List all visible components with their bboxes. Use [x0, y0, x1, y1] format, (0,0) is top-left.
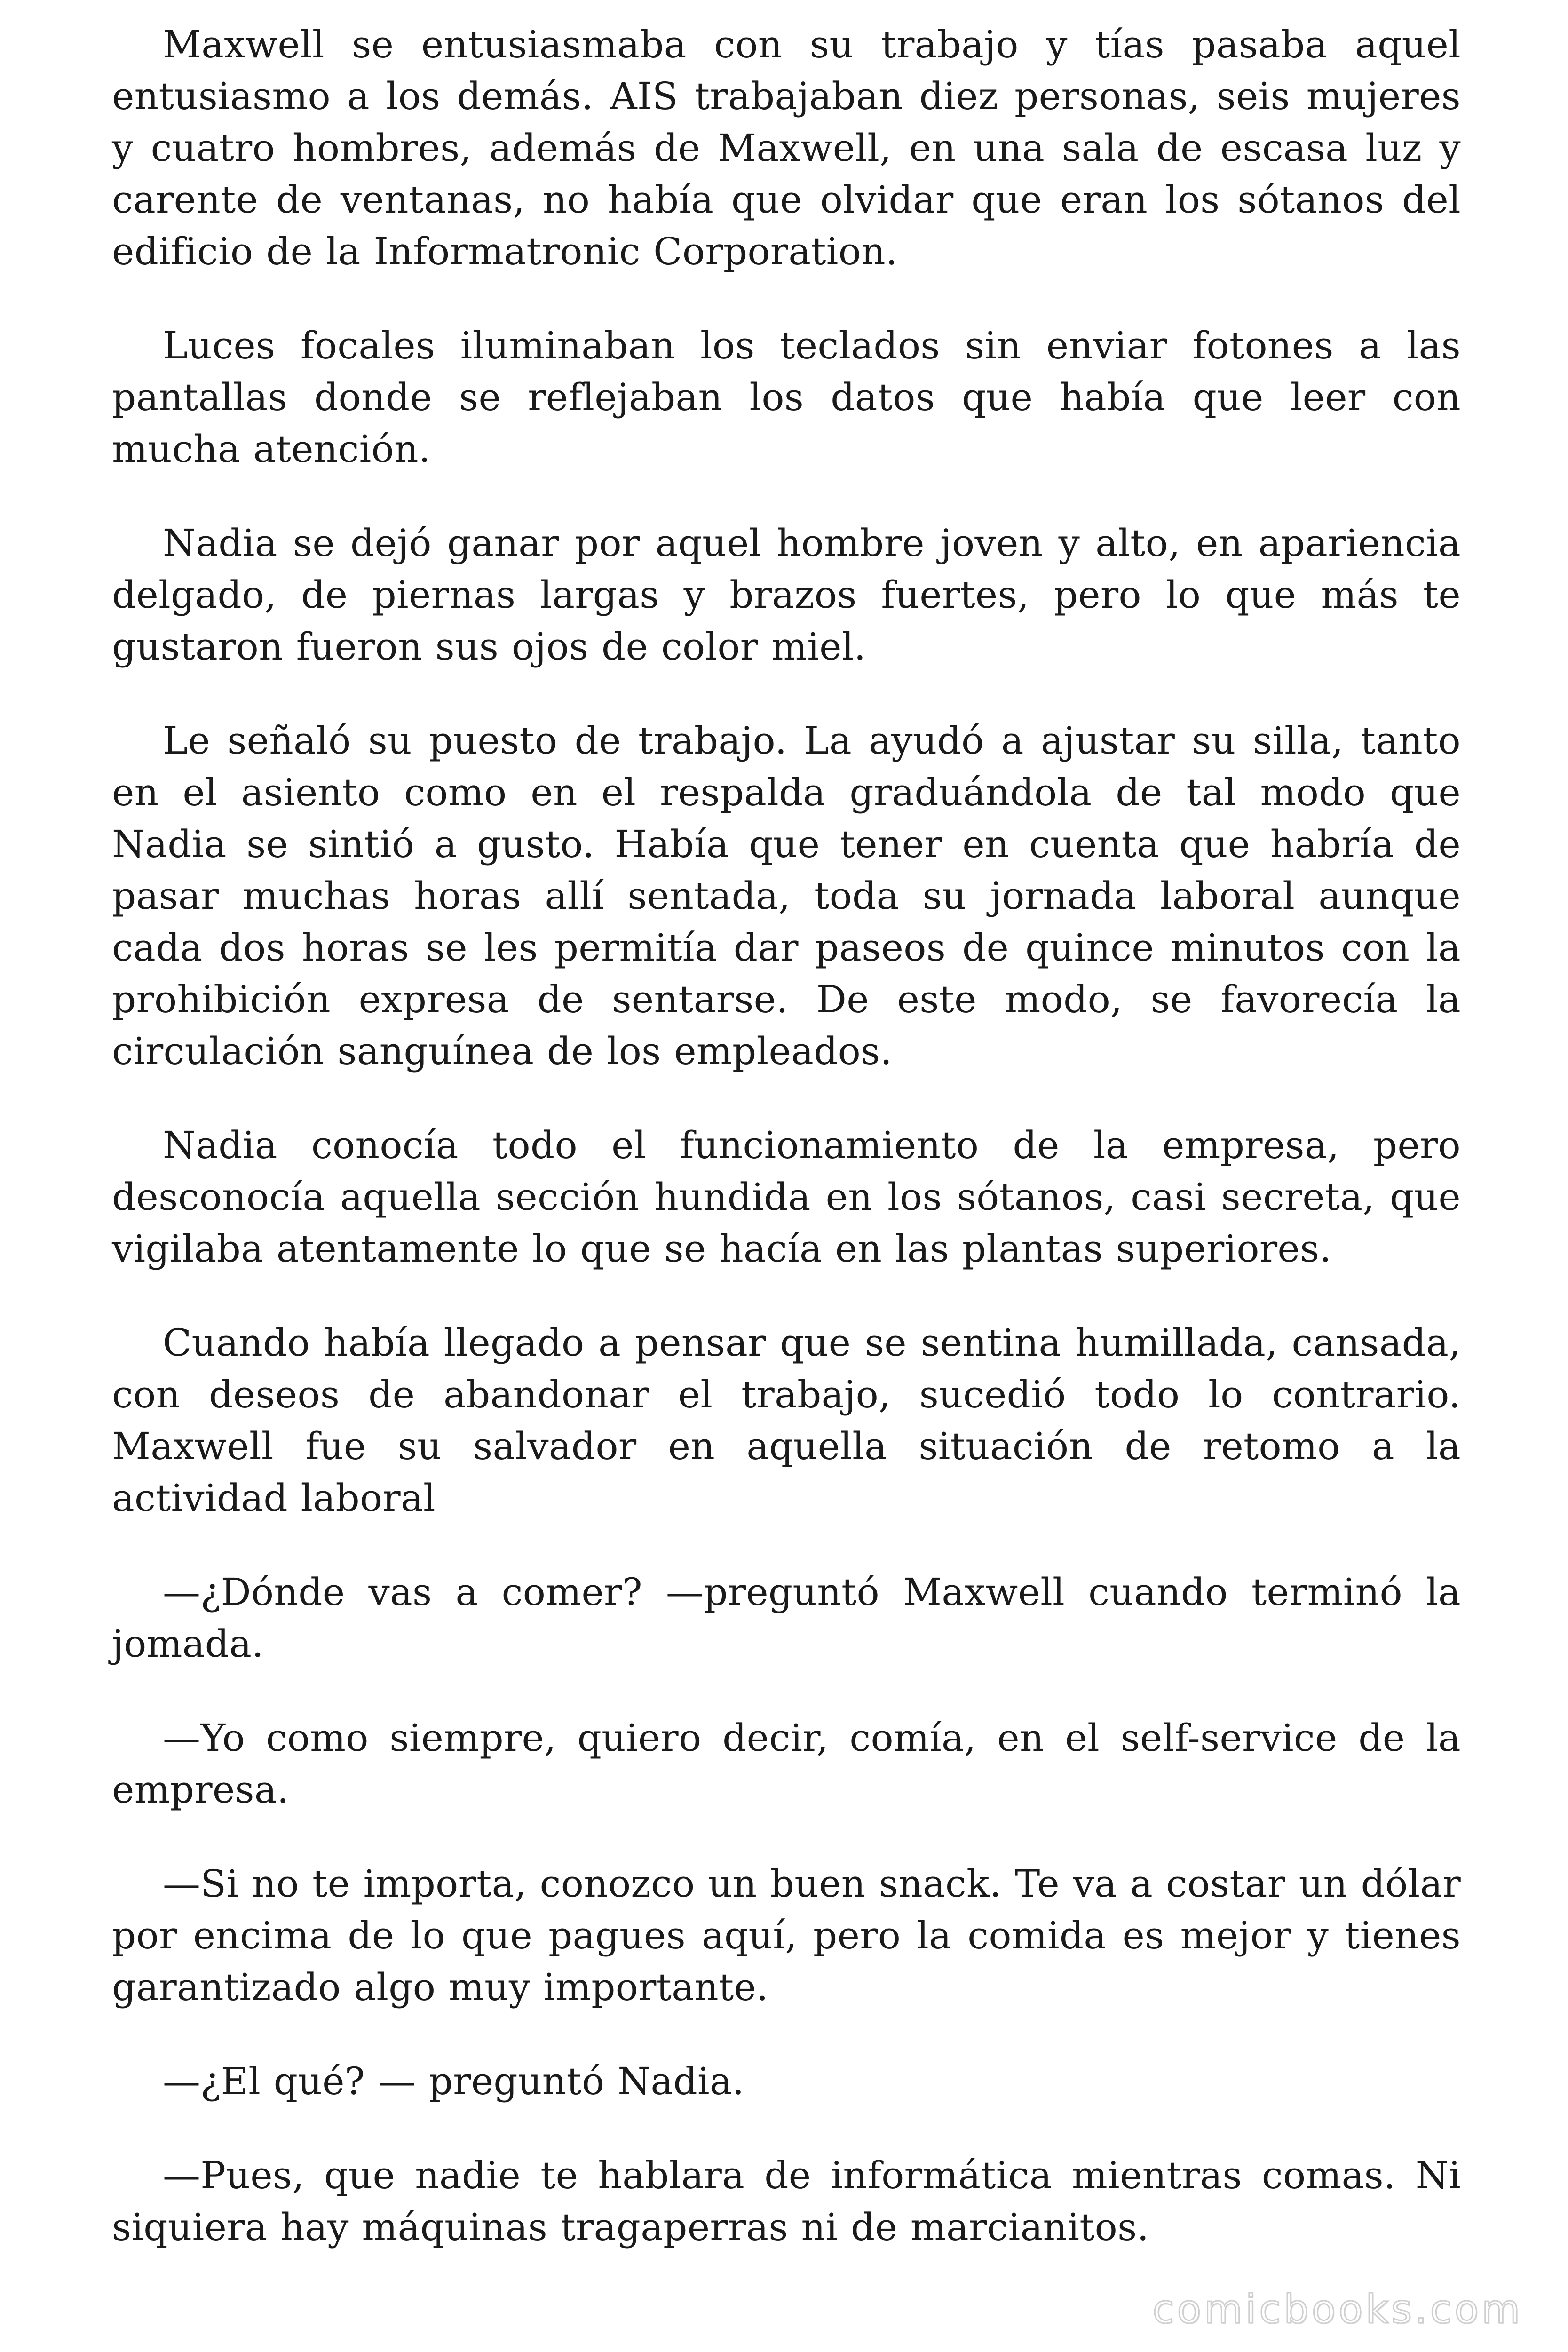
- paragraph-1: Maxwell se entusiasmaba con su trabajo y tías pasaba aquel entusiasmo a los demás. AIS trabajaban diez personas, seis mujeres y cuatro hombres, además de Maxwell, en una sala de escasa luz y carente de ventanas, no había que olvidar que eran los sótanos del edificio de la Informatronic Corporation.: [112, 23, 1461, 273]
- paragraph-7: —¿Dónde vas a comer? —preguntó Maxwell cuando terminó la jomada.: [112, 1570, 1461, 1666]
- paragraph-5: Nadia conocía todo el funcionamiento de la empresa, pero desconocía aquella sección hundida en los sótanos, casi secreta, que vigilaba atentamente lo que se hacía en las plantas superiores.: [112, 1123, 1461, 1271]
- paragraph-2: Luces focales iluminaban los teclados sin enviar fotones a las pantallas donde se reflejaban los datos que había que leer con mucha atención.: [112, 324, 1461, 471]
- paragraph-8: —Yo como siempre, quiero decir, comía, en el self-service de la empresa.: [112, 1716, 1461, 1812]
- paragraph-9: —Si no te importa, conozco un buen snack. Te va a costar un dólar por encima de lo que pagues aquí, pero la comida es mejor y tienes garantizado algo muy importante.: [112, 1862, 1461, 2009]
- paragraph-4: Le señaló su puesto de trabajo. La ayudó a ajustar su silla, tanto en el asiento como en el respalda graduándola de tal modo que Nadia se sintió a gusto. Había que tener en cuenta que habría de pasar muchas horas allí sentada, toda su jornada laboral aunque cada dos horas se les permitía dar paseos de quince minutos con la prohibición expresa de sentarse. De este modo, se favorecía la circulación sanguínea de los empleados.: [112, 719, 1461, 1073]
- paragraph-6: Cuando había llegado a pensar que se sentina humillada, cansada, con deseos de abandonar el trabajo, sucedió todo lo contrario. Maxwell fue su salvador en aquella situación de retomo a la actividad laboral: [112, 1321, 1461, 1520]
- page-body: [112, 19, 1461, 2296]
- paragraph-3: Nadia se dejó ganar por aquel hombre joven y alto, en apariencia delgado, de piernas largas y brazos fuertes, pero lo que más te gustaron fueron sus ojos de color miel.: [112, 521, 1461, 668]
- watermark: comicbooks.com: [1152, 2286, 1523, 2332]
- paragraph-10: —¿El qué? — preguntó Nadia.: [163, 2059, 744, 2103]
- paragraph-11: —Pues, que nadie te hablara de informática mientras comas. Ni siquiera hay máquinas tragaperras ni de marcianitos.: [112, 2153, 1461, 2249]
